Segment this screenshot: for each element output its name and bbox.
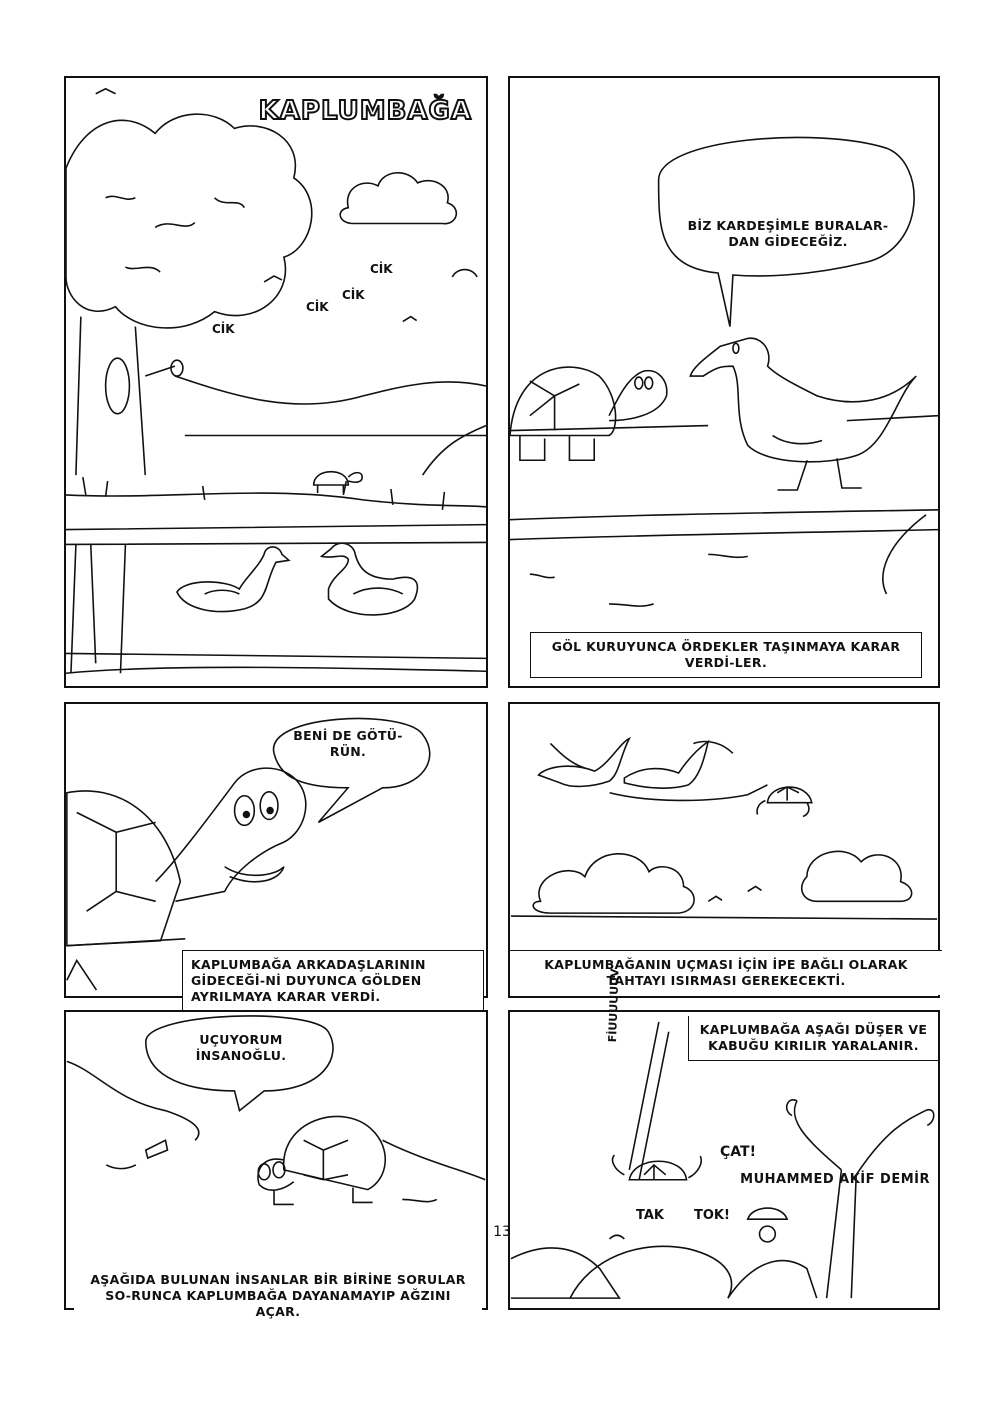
caption-panel-6: KAPLUMBAĞA AŞAĞI DÜŞER VE KABUĞU KIRILIR YARALANIR.: [688, 1016, 938, 1061]
page-number: 13: [493, 1224, 511, 1240]
panel-4: [508, 702, 940, 998]
bird-sound-2: CİK: [342, 288, 365, 302]
comic-title: KAPLUMBAĞA: [258, 96, 472, 126]
author-name: MUHAMMED AKİF DEMİR: [740, 1172, 930, 1187]
panel-5: [64, 1010, 488, 1319]
caption-panel-2: GÖL KURUYUNCA ÖRDEKLER TAŞINMAYA KARAR VERDİ-LER.: [530, 632, 922, 678]
speech-duck: BİZ KARDEŞİMLE BURALAR-DAN GİDECEĞİZ.: [687, 218, 889, 249]
caption-panel-3: KAPLUMBAĞA ARKADAŞLARININ GİDECEĞİ-Nİ DUYUNCA GÖLDEN AYRILMAYA KARAR VERDİ.: [182, 950, 484, 1012]
panel-1: [64, 76, 488, 688]
speech-turtle: BENİ DE GÖTÜ-RÜN.: [293, 728, 403, 759]
bird-sound-4: CİK: [212, 322, 235, 336]
sfx-tok: TOK!: [694, 1208, 730, 1223]
bird-sound-1: CİK: [370, 262, 393, 276]
panel-2-drawing: [510, 78, 938, 686]
caption-panel-5: AŞAĞIDA BULUNAN İNSANLAR BİR BİRİNE SORULAR SO-RUNCA KAPLUMBAĞA DAYANAMAYIP AĞZINI AÇAR.: [74, 1266, 482, 1326]
panel-2: [508, 76, 940, 688]
speech-turtle-flying: UÇUYORUM İNSANOĞLU.: [195, 1032, 287, 1063]
sfx-crack: ÇAT!: [720, 1144, 756, 1160]
bird-sound-3: CİK: [306, 300, 329, 314]
panel-1-drawing: [66, 78, 486, 686]
sfx-fall: FİUUUUUUV: [606, 968, 622, 1043]
sfx-tak: TAK: [636, 1208, 664, 1223]
panel-3: [64, 702, 488, 1004]
caption-panel-4: KAPLUMBAĞANIN UÇMASI İÇİN İPE BAĞLI OLARAK TAHTAYI ISIRMASI GEREKECEKTİ.: [510, 950, 942, 995]
